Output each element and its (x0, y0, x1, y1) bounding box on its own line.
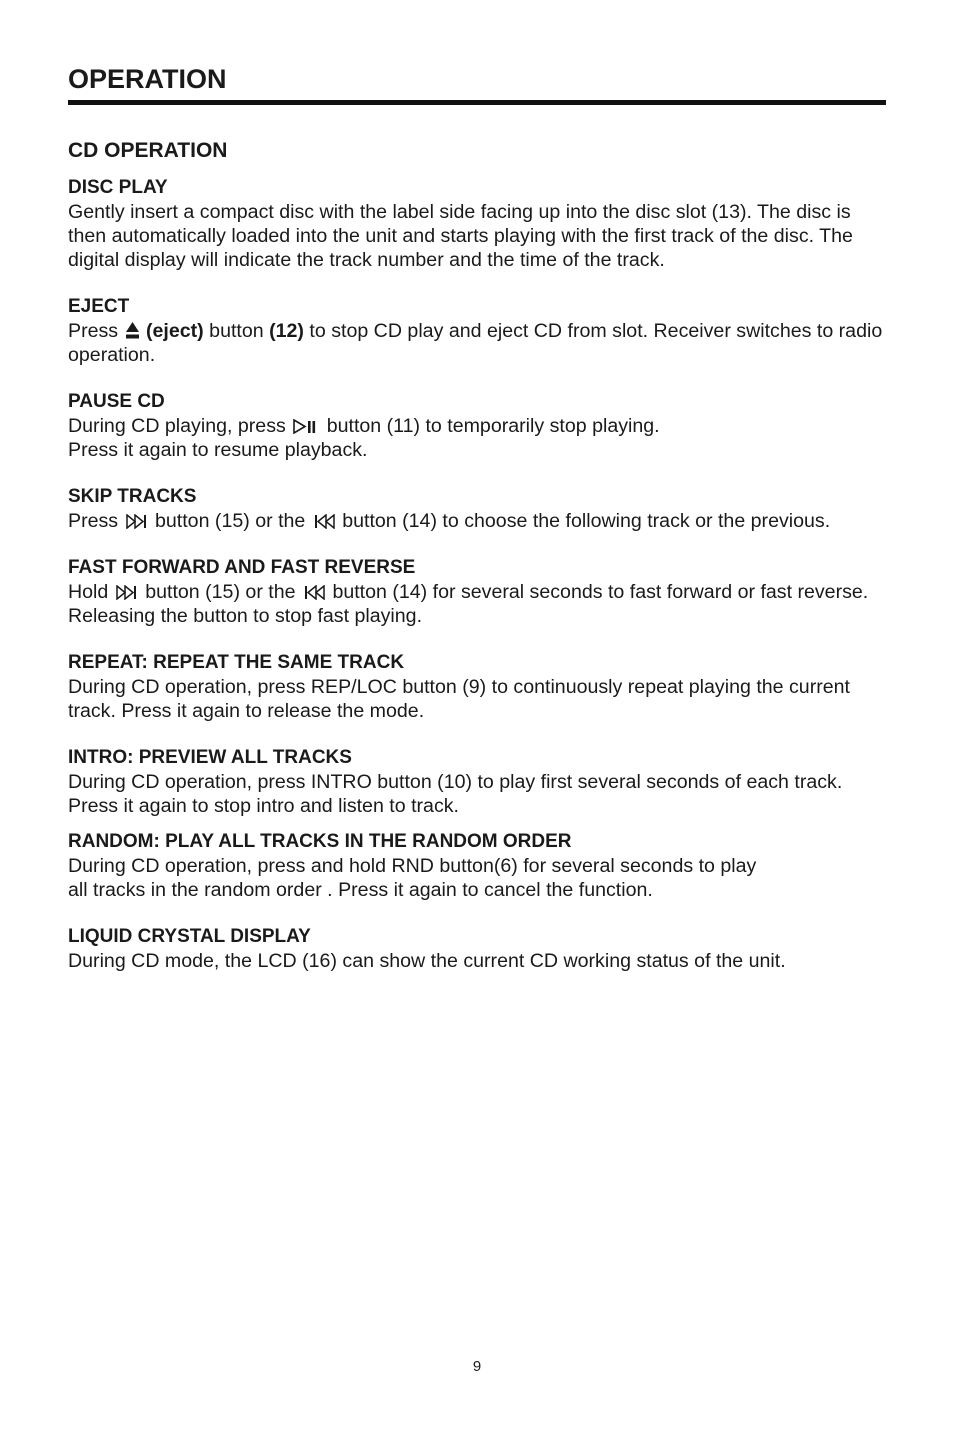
lcd-section (68, 925, 886, 973)
eject-heading: EJECT (68, 296, 130, 317)
intro-heading: INTRO: PREVIEW ALL TRACKS (68, 747, 352, 768)
fast-heading: FAST FORWARD AND FAST REVERSE (68, 557, 416, 578)
intro-text: During CD operation, press INTRO button (10) to play first several seconds of each track. Press it again to stop intro and listen to track. (68, 771, 843, 817)
section-title: CD OPERATION (68, 139, 228, 162)
lcd-text: During CD mode, the LCD (16) can show the current CD working status of the unit. (68, 950, 786, 972)
disc-play-section (68, 176, 886, 272)
previous-track-icon (313, 514, 335, 529)
page-title: OPERATION (68, 62, 886, 105)
disc-play-heading: DISC PLAY (68, 177, 168, 198)
intro-section (68, 746, 886, 818)
skip-text: Press button (15) or the button (14) to choose the following track or the previous. (68, 510, 831, 532)
eject-text: Press (eject) button (12) to stop CD play and eject CD from slot. Receiver switches to radio operation. (68, 320, 883, 366)
repeat-heading: REPEAT: REPEAT THE SAME TRACK (68, 652, 405, 673)
skip-heading: SKIP TRACKS (68, 486, 197, 507)
pause-heading: PAUSE CD (68, 391, 165, 412)
random-section (68, 830, 886, 902)
repeat-section (68, 651, 886, 723)
eject-icon (126, 322, 139, 339)
play-pause-icon (293, 419, 319, 434)
lcd-heading: LIQUID CRYSTAL DISPLAY (68, 926, 311, 947)
manual-page (68, 62, 886, 996)
fast-text: Hold button (15) or the button (14) for several seconds to fast forward or fast reverse. Releasing the button to stop fast playing. (68, 581, 869, 627)
random-text: During CD operation, press and hold RND button(6) for several seconds to play all tracks in the random order . Press it again to cancel the function. (68, 855, 757, 901)
repeat-text: During CD operation, press REP/LOC button (9) to continuously repeat playing the current track. Press it again to release the mode. (68, 676, 850, 722)
eject-section (68, 295, 886, 367)
fast-section (68, 556, 886, 628)
skip-section (68, 485, 886, 533)
next-track-icon (116, 585, 138, 600)
next-track-icon (126, 514, 148, 529)
disc-play-text: Gently insert a compact disc with the label side facing up into the disc slot (13). The disc is then automatically loaded into the unit and starts playing with the first track of the disc. The digital display will indicate the track number and the time of the track. (68, 201, 853, 271)
previous-track-icon (303, 585, 325, 600)
page-number: 9 (472, 1358, 482, 1375)
random-heading: RANDOM: PLAY ALL TRACKS IN THE RANDOM ORDER (68, 831, 572, 852)
pause-text: During CD playing, press button (11) to temporarily stop playing. Press it again to resume playback. (68, 415, 660, 461)
pause-section (68, 390, 886, 462)
